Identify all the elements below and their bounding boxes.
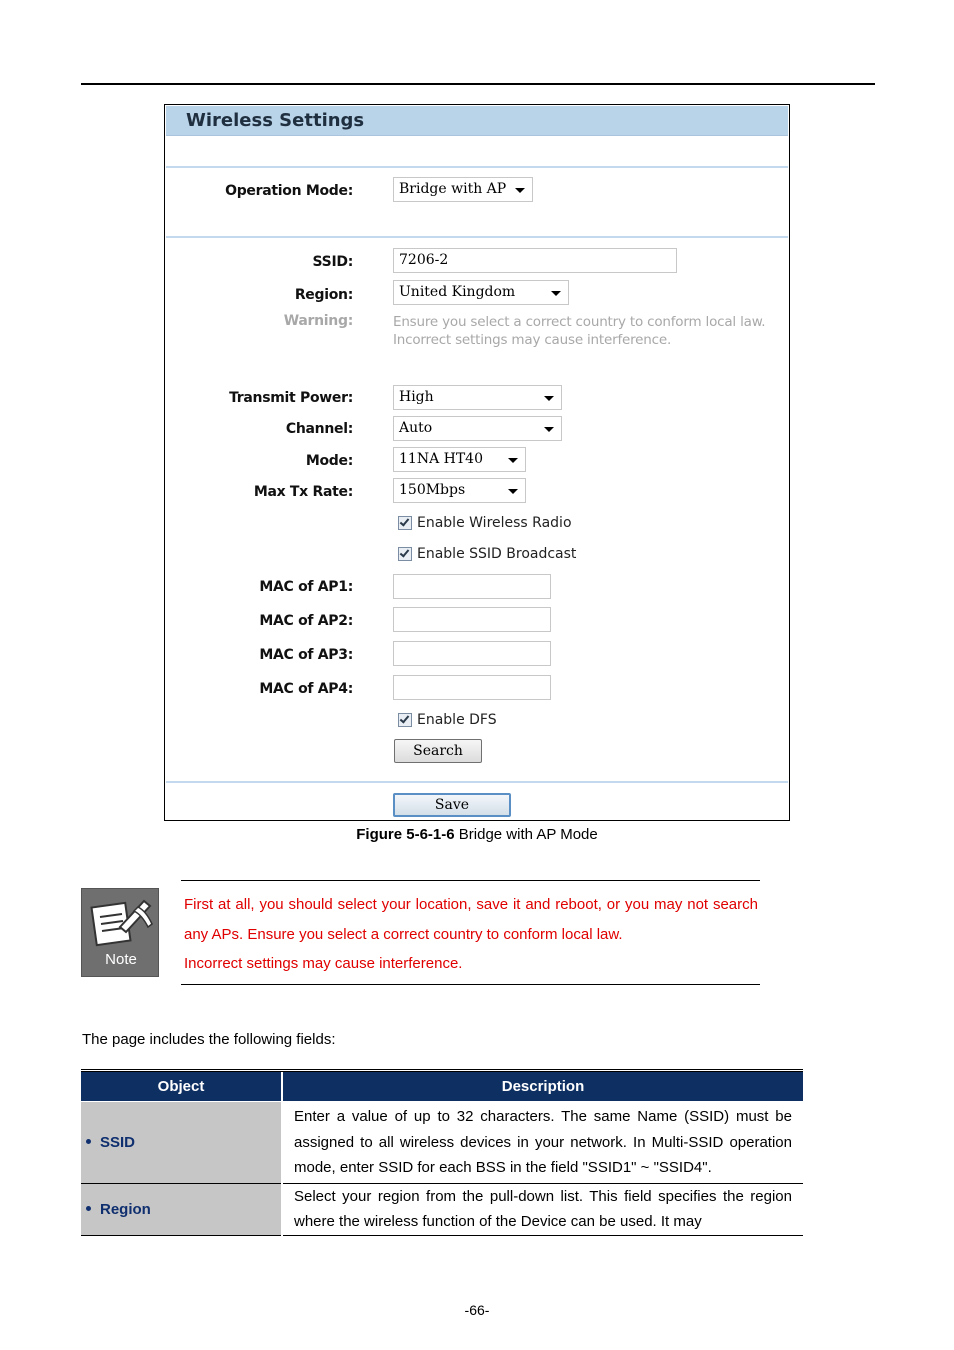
max-tx-rate-label: Max Tx Rate: <box>253 484 353 500</box>
max-tx-rate-select[interactable] <box>393 478 526 503</box>
note-bottom-rule <box>181 984 760 985</box>
note-text <box>184 890 758 979</box>
figure-caption <box>0 826 954 843</box>
separator <box>166 166 788 168</box>
region-select[interactable] <box>393 280 569 305</box>
table-row <box>81 1102 803 1184</box>
ssid-value: 7206-2 <box>399 252 449 268</box>
object-cell <box>81 1183 282 1235</box>
mac-ap3-input[interactable] <box>393 641 551 666</box>
figure-number: Figure 5-6-1-6 <box>356 826 455 843</box>
separator <box>166 236 788 238</box>
mac-ap4-input[interactable] <box>393 675 551 700</box>
max-tx-rate-value: 150Mbps <box>399 482 466 498</box>
chevron-down-icon <box>551 291 561 296</box>
panel-title: Wireless Settings <box>186 110 365 131</box>
ssid-label: SSID: <box>312 254 353 270</box>
mode-label: Mode: <box>305 453 353 469</box>
mac-ap4-label: MAC of AP4: <box>259 681 353 697</box>
enable-ssid-broadcast-label: Enable SSID Broadcast <box>417 546 577 562</box>
mac-ap1-label: MAC of AP1: <box>259 579 353 595</box>
notepad-pen-icon <box>82 889 160 951</box>
bullet-icon <box>86 1139 91 1144</box>
top-rule <box>81 83 875 85</box>
object-name: Region <box>100 1200 151 1218</box>
bullet-icon <box>86 1206 91 1211</box>
separator <box>166 781 788 783</box>
warning-text <box>393 313 765 349</box>
check-icon <box>400 547 410 557</box>
mac-ap3-label: MAC of AP3: <box>259 647 353 663</box>
ssid-input[interactable] <box>393 248 677 273</box>
mac-ap2-label: MAC of AP2: <box>259 613 353 629</box>
channel-label: Channel: <box>285 421 353 437</box>
warning-line-2: Incorrect settings may cause interference. <box>393 332 672 348</box>
transmit-power-label: Transmit Power: <box>229 390 353 406</box>
table-header-row <box>81 1071 803 1102</box>
warning-line-1: Ensure you select a correct country to conform local law. <box>393 314 766 330</box>
check-icon <box>400 713 410 723</box>
chevron-down-icon <box>508 489 518 494</box>
header-object: Object <box>81 1071 282 1102</box>
chevron-down-icon <box>544 396 554 401</box>
object-name: SSID <box>100 1133 136 1151</box>
operation-mode-value: Bridge with AP <box>399 181 507 197</box>
description-cell: Select your region from the pull-down list. This field specifies the region where the wireless function of the Device can be used. It may <box>282 1183 803 1235</box>
enable-dfs-checkbox[interactable] <box>398 713 412 727</box>
operation-mode-label: Operation Mode: <box>225 183 353 199</box>
transmit-power-select[interactable] <box>393 385 562 410</box>
object-cell <box>81 1102 282 1184</box>
mode-select[interactable] <box>393 447 526 472</box>
search-button[interactable]: Search <box>394 739 482 763</box>
warning-label: Warning: <box>283 313 353 329</box>
description-cell: Enter a value of up to 32 characters. The same Name (SSID) must be assigned to all wireless devices in your network. In Multi-SSID operation mode, enter SSID for each BSS in the field "SSID1" ~ "SSID4". <box>282 1102 803 1184</box>
chevron-down-icon <box>544 427 554 432</box>
table-row <box>81 1183 803 1235</box>
note-word: Note <box>105 951 137 968</box>
figure-title: Bridge with AP Mode <box>454 826 598 843</box>
page-number: -66- <box>464 1302 490 1318</box>
note-top-rule <box>181 880 760 881</box>
check-icon <box>400 516 410 526</box>
enable-wireless-radio-label: Enable Wireless Radio <box>417 515 572 531</box>
panel-header <box>166 106 788 136</box>
mac-ap1-input[interactable] <box>393 574 551 599</box>
enable-wireless-radio-checkbox[interactable] <box>398 516 412 530</box>
mode-value: 11NA HT40 <box>399 451 483 467</box>
transmit-power-value: High <box>399 389 434 405</box>
save-button[interactable]: Save <box>393 793 511 817</box>
note-icon <box>81 888 159 977</box>
header-description: Description <box>282 1071 803 1102</box>
enable-dfs-label: Enable DFS <box>417 712 497 728</box>
operation-mode-select[interactable] <box>393 177 533 202</box>
region-label: Region: <box>294 287 353 303</box>
enable-ssid-broadcast-checkbox[interactable] <box>398 547 412 561</box>
note-line-1: First at all, you should select your location, save it and reboot, or you may not search any APs. Ensure you select a correct country to conform local law. <box>184 896 758 943</box>
note-line-2: Incorrect settings may cause interference. <box>184 955 463 972</box>
wireless-settings-panel <box>164 104 790 821</box>
channel-value: Auto <box>399 420 433 436</box>
intro-text: The page includes the following fields: <box>82 1031 336 1048</box>
channel-select[interactable] <box>393 416 562 441</box>
region-value: United Kingdom <box>399 284 516 300</box>
chevron-down-icon <box>508 458 518 463</box>
mac-ap2-input[interactable] <box>393 607 551 632</box>
fields-table <box>81 1069 803 1236</box>
chevron-down-icon <box>515 188 525 193</box>
